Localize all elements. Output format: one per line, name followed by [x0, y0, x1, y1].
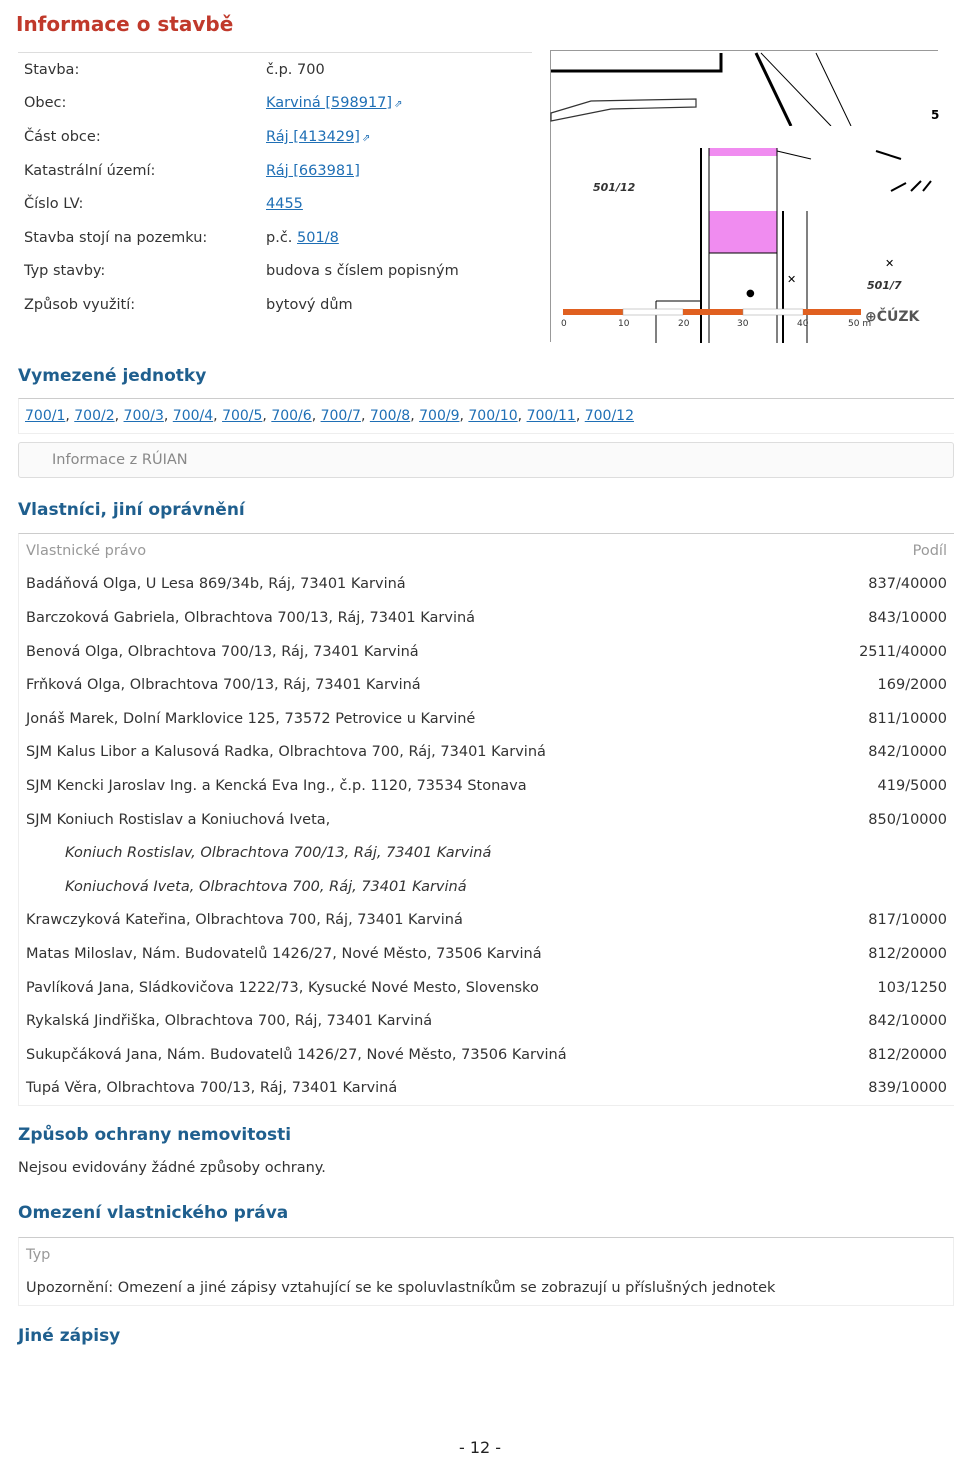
- owner-name: Tupá Věra, Olbrachtova 700/13, Ráj, 73401 Karviná: [26, 1080, 398, 1097]
- info-label: Stavba stojí na pozemku:: [24, 229, 208, 246]
- owner-subrow: [19, 870, 954, 904]
- info-row: [18, 120, 532, 154]
- owner-row: [19, 971, 954, 1005]
- owner-share: 850/10000: [868, 811, 947, 828]
- unit-separator: ,: [114, 408, 124, 424]
- protection-text: Nejsou evidovány žádné způsoby ochrany.: [18, 1160, 326, 1176]
- owner-name: Frňková Olga, Olbrachtova 700/13, Ráj, 73401 Karviná: [26, 677, 421, 694]
- info-value: [266, 129, 370, 145]
- info-label: Stavba:: [24, 61, 80, 78]
- cuzk-text: ČÚZK: [876, 309, 920, 325]
- owner-name: Badáňová Olga, U Lesa 869/34b, Ráj, 73401 Karviná: [26, 576, 406, 593]
- section-heading-units: Vymezené jednotky: [18, 366, 207, 386]
- external-link-icon[interactable]: ⇗: [361, 132, 371, 144]
- section-heading-owners: Vlastníci, jiní oprávnění: [18, 500, 245, 520]
- owner-row: [19, 904, 954, 938]
- owner-share: 842/10000: [868, 744, 947, 761]
- info-link[interactable]: 4455: [266, 196, 303, 213]
- owner-row: [19, 769, 954, 803]
- unit-link[interactable]: 700/5: [222, 408, 263, 424]
- owner-share: 812/20000: [868, 1046, 947, 1063]
- info-value: [266, 263, 459, 279]
- scale-tick: 30: [737, 319, 749, 329]
- info-label: Katastrální území:: [24, 162, 156, 179]
- svg-text:●: ●: [746, 288, 755, 299]
- owner-subrow: [19, 836, 954, 870]
- restriction-row: Upozornění: Omezení a jiné zápisy vztahující se ke spoluvlastníkům se zobrazují u příslušných jednotek: [26, 1280, 776, 1297]
- unit-separator: ,: [262, 408, 272, 424]
- unit-link[interactable]: 700/4: [172, 408, 214, 424]
- unit-link[interactable]: 700/3: [123, 408, 164, 424]
- owner-share: 811/10000: [868, 710, 947, 727]
- unit-separator: ,: [163, 408, 173, 424]
- info-text: bytový dům: [266, 296, 353, 313]
- info-text: č.p. 700: [266, 61, 325, 78]
- owner-row: [19, 1038, 954, 1072]
- owner-share: 839/10000: [868, 1080, 947, 1097]
- owner-name: SJM Kencki Jaroslav Ing. a Kencká Eva Ing., č.p. 1120, 73534 Stonava: [26, 777, 527, 794]
- info-value: [266, 297, 353, 313]
- cadastral-map[interactable]: [550, 50, 938, 342]
- owner-name: Pavlíková Jana, Sládkovičova 1222/73, Kysucké Nové Mesto, Slovensko: [26, 979, 539, 996]
- info-value: [266, 163, 360, 179]
- owner-name: Krawczyková Kateřina, Olbrachtova 700, Ráj, 73401 Karviná: [26, 912, 463, 929]
- owner-name: Sukupčáková Jana, Nám. Budovatelů 1426/27, Nové Město, 73506 Karviná: [26, 1046, 567, 1063]
- info-row: [18, 187, 532, 221]
- owner-row: [19, 702, 954, 736]
- owner-share: 843/10000: [868, 609, 947, 626]
- info-label: Způsob využití:: [24, 296, 136, 313]
- info-row: [18, 288, 532, 322]
- restriction-table: [18, 1237, 954, 1306]
- info-row: [18, 53, 532, 87]
- owner-row: [19, 568, 954, 602]
- info-link[interactable]: 501/8: [297, 229, 339, 246]
- page-title: Informace o stavbě: [16, 12, 234, 36]
- svg-text:✕: ✕: [885, 257, 895, 270]
- scale-tick: 50 m: [848, 319, 872, 329]
- units-list: [18, 398, 954, 434]
- unit-separator: ,: [410, 408, 420, 424]
- owner-row: [19, 635, 954, 669]
- info-row: [18, 87, 532, 121]
- unit-link[interactable]: 700/8: [369, 408, 411, 424]
- owner-row: [19, 736, 954, 770]
- info-value: [266, 95, 402, 111]
- info-label: Obec:: [24, 95, 67, 112]
- info-link[interactable]: Ráj [413429]: [266, 128, 360, 145]
- unit-link[interactable]: 700/7: [320, 408, 361, 424]
- info-link[interactable]: Karviná [598917]: [266, 95, 393, 112]
- owner-name: Benová Olga, Olbrachtova 700/13, Ráj, 73401 Karviná: [26, 643, 419, 660]
- owner-row: [19, 1072, 954, 1106]
- info-label: Část obce:: [24, 128, 101, 145]
- unit-separator: ,: [575, 408, 585, 424]
- scale-tick: 0: [561, 319, 567, 329]
- owner-share: 419/5000: [877, 777, 947, 794]
- owner-row: [19, 601, 954, 635]
- scale-tick: 40: [797, 319, 809, 329]
- owner-share: 2511/40000: [859, 643, 947, 660]
- info-value: [266, 196, 303, 212]
- parcel-label: 501/7: [867, 279, 902, 292]
- unit-link[interactable]: 700/9: [419, 408, 460, 424]
- external-link-icon[interactable]: ⇗: [394, 99, 403, 111]
- owners-table-header: [19, 534, 954, 568]
- owner-name: SJM Kalus Libor a Kalusová Radka, Olbrachtova 700, Ráj, 73401 Karviná: [26, 744, 546, 761]
- owner-share: 817/10000: [868, 912, 947, 929]
- unit-link[interactable]: 700/2: [74, 408, 115, 424]
- info-label: Číslo LV:: [24, 196, 84, 213]
- owner-name: Koniuchová Iveta, Olbrachtova 700, Ráj, 73401 Karviná: [65, 878, 467, 895]
- svg-text:5: 5: [931, 108, 940, 122]
- unit-link[interactable]: 700/11: [526, 408, 576, 424]
- scale-tick: 10: [618, 319, 630, 329]
- owner-name: Jonáš Marek, Dolní Marklovice 125, 73572 Petrovice u Karviné: [26, 710, 476, 727]
- unit-link[interactable]: 700/1: [25, 408, 66, 424]
- header-share: Podíl: [912, 542, 947, 559]
- owner-row: [19, 937, 954, 971]
- unit-link[interactable]: 700/10: [468, 408, 518, 424]
- unit-separator: ,: [65, 408, 75, 424]
- unit-link[interactable]: 700/6: [271, 408, 312, 424]
- info-prefix: p.č.: [266, 229, 293, 246]
- owners-table: [18, 533, 954, 1106]
- ruian-info-button[interactable]: Informace z RÚIAN: [18, 442, 954, 478]
- unit-separator: ,: [459, 408, 469, 424]
- info-row: [18, 154, 532, 188]
- owner-share: 103/1250: [877, 979, 947, 996]
- owner-share: 837/40000: [868, 576, 947, 593]
- cuzk-logo: [865, 309, 919, 325]
- unit-separator: ,: [360, 408, 370, 424]
- owner-name: SJM Koniuch Rostislav a Koniuchová Iveta,: [26, 811, 331, 828]
- info-value: [266, 62, 325, 78]
- building-info-table: [18, 52, 532, 322]
- info-row: [18, 255, 532, 289]
- section-heading-restriction: Omezení vlastnického práva: [18, 1203, 289, 1223]
- owner-name: Matas Miloslav, Nám. Budovatelů 1426/27, Nové Město, 73506 Karviná: [26, 945, 542, 962]
- owner-share: 842/10000: [868, 1013, 947, 1030]
- unit-separator: ,: [517, 408, 527, 424]
- restriction-header: Typ: [26, 1246, 51, 1263]
- parcel-label: 501/12: [593, 181, 636, 194]
- header-ownership: Vlastnické právo: [26, 542, 147, 559]
- owner-name: Rykalská Jindřiška, Olbrachtova 700, Ráj, 73401 Karviná: [26, 1013, 433, 1030]
- owner-name: Barczoková Gabriela, Olbrachtova 700/13, Ráj, 73401 Karviná: [26, 609, 476, 626]
- globe-icon: ⊕: [865, 309, 877, 325]
- info-label: Typ stavby:: [24, 263, 106, 280]
- section-heading-other: Jiné zápisy: [18, 1326, 121, 1346]
- owner-row: [19, 1004, 954, 1038]
- svg-text:✕: ✕: [787, 273, 797, 286]
- info-row: [18, 221, 532, 255]
- owner-row: [19, 668, 954, 702]
- owner-share: 169/2000: [877, 677, 947, 694]
- unit-link[interactable]: 700/12: [584, 408, 634, 424]
- owner-name: Koniuch Rostislav, Olbrachtova 700/13, Ráj, 73401 Karviná: [65, 845, 492, 862]
- section-heading-protection: Způsob ochrany nemovitosti: [18, 1125, 292, 1145]
- map-drawing: [551, 51, 939, 343]
- owner-share: 812/20000: [868, 945, 947, 962]
- owner-row: [19, 803, 954, 837]
- unit-separator: ,: [213, 408, 223, 424]
- info-link[interactable]: Ráj [663981]: [266, 162, 360, 179]
- page-number: - 12 -: [458, 1438, 502, 1457]
- info-text: budova s číslem popisným: [266, 263, 459, 280]
- unit-separator: ,: [311, 408, 321, 424]
- scale-tick: 20: [678, 319, 690, 329]
- info-value: [266, 230, 339, 246]
